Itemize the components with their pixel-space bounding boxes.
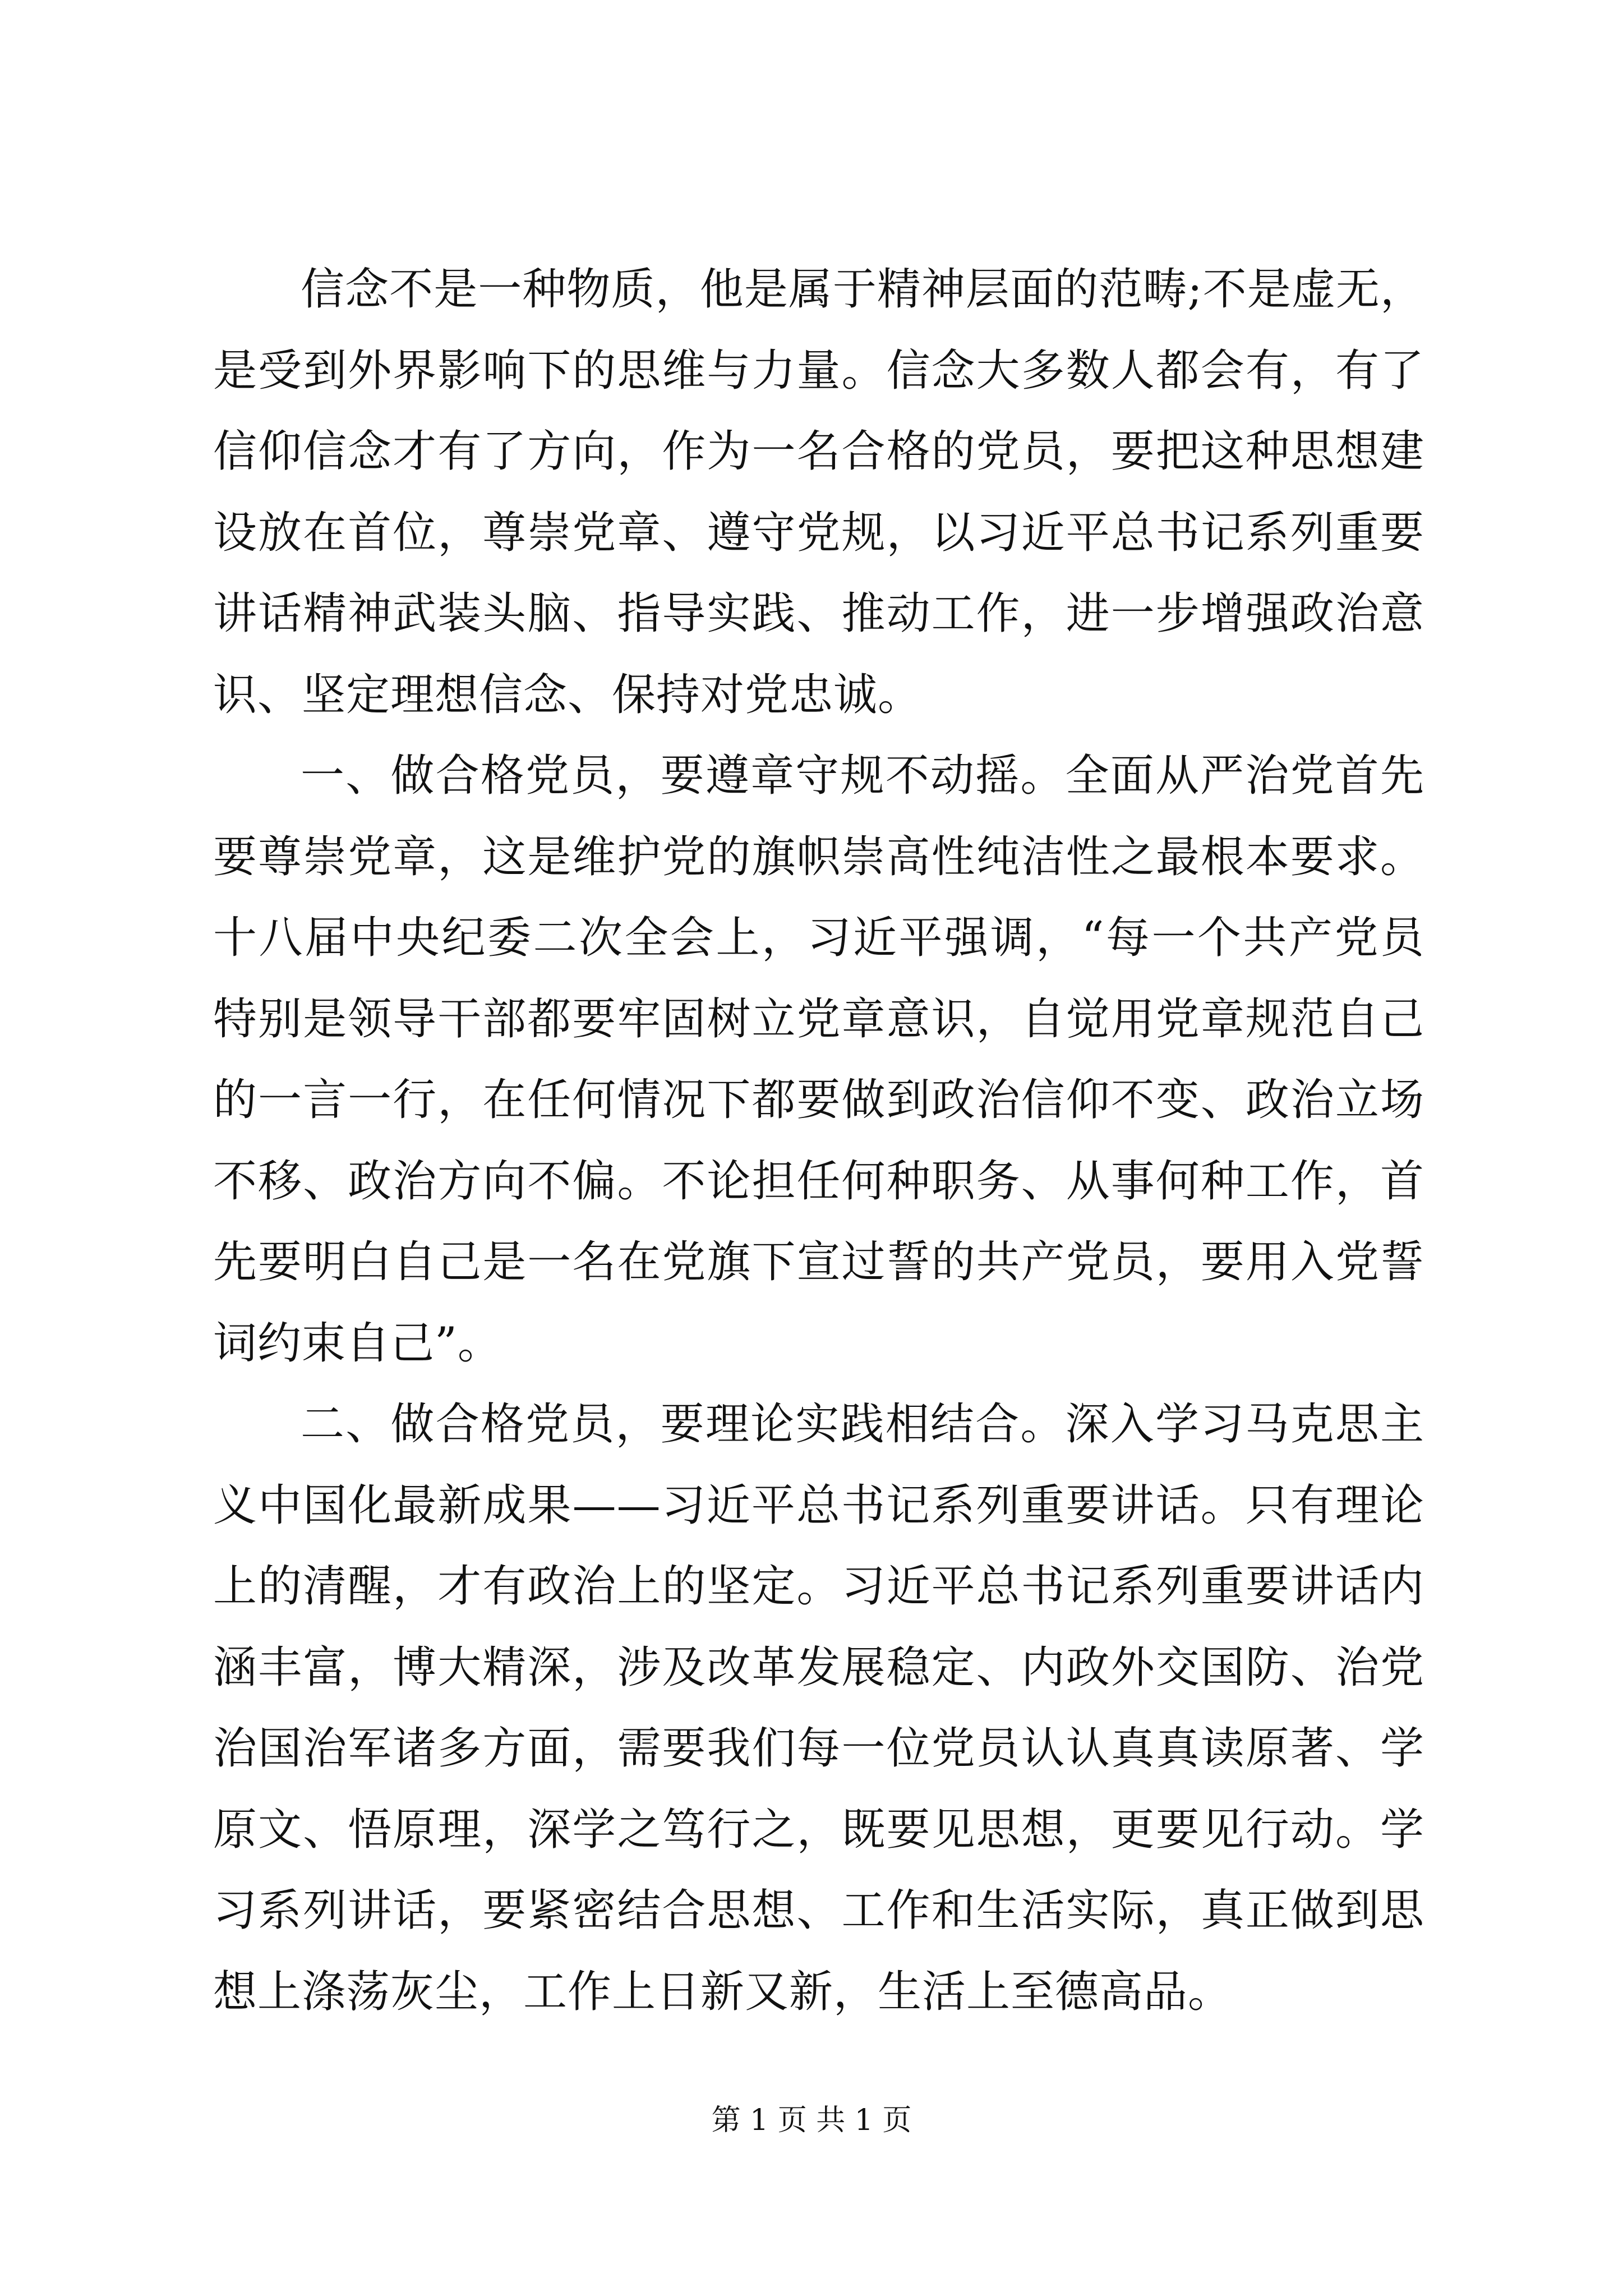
paragraph-intro: 信念不是一种物质，他是属于精神层面的范畴;不是虚无，是受到外界影响下的思维与力量。信念大多数人都会有，有了信仰信念才有了方向，作为一名合格的党员，要把这种思想建设放在首位，尊崇党章、遵守党规，以习近平总书记系列重要讲话精神武装头脑、指导实践、推动工作，进一步增强政治意识、坚定理想信念、保持对党忠诚。 bbox=[213, 264, 1424, 720]
paragraph-section-two: 二、做合格党员，要理论实践相结合。深入学习马克思主义中国化最新成果——习近平总书记系列重要讲话。只有理论上的清醒，才有政治上的坚定。习近平总书记系列重要讲话内涵丰富，博大精深，涉及改革发展稳定、内政外交国防、治党治国治军诸多方面，需要我们每一位党员认认真真读原著、学原文、悟原理，深学之笃行之，既要见思想，更要见行动。学习系列讲话，要紧密结合思想、工作和生活实际，真正做到思想上涤荡灰尘，工作上日新又新，生活上至德高品。 bbox=[213, 1399, 1424, 2017]
document-body bbox=[213, 249, 1424, 2032]
page-number-footer: 第 1 页 共 1 页 bbox=[711, 2104, 912, 2137]
paragraph-section-one: 一、做合格党员，要遵章守规不动摇。全面从严治党首先要尊崇党章，这是维护党的旗帜崇高性纯洁性之最根本要求。十八届中央纪委二次全会上，习近平强调，“每一个共产党员特别是领导干部都要牢固树立党章意识，自觉用党章规范自己的一言一行，在任何情况下都要做到政治信仰不变、政治立场不移、政治方向不偏。不论担任何种职务、从事何种工作，首先要明白自己是一名在党旗下宣过誓的共产党员，要用入党誓词约束自己”。 bbox=[213, 751, 1424, 1369]
